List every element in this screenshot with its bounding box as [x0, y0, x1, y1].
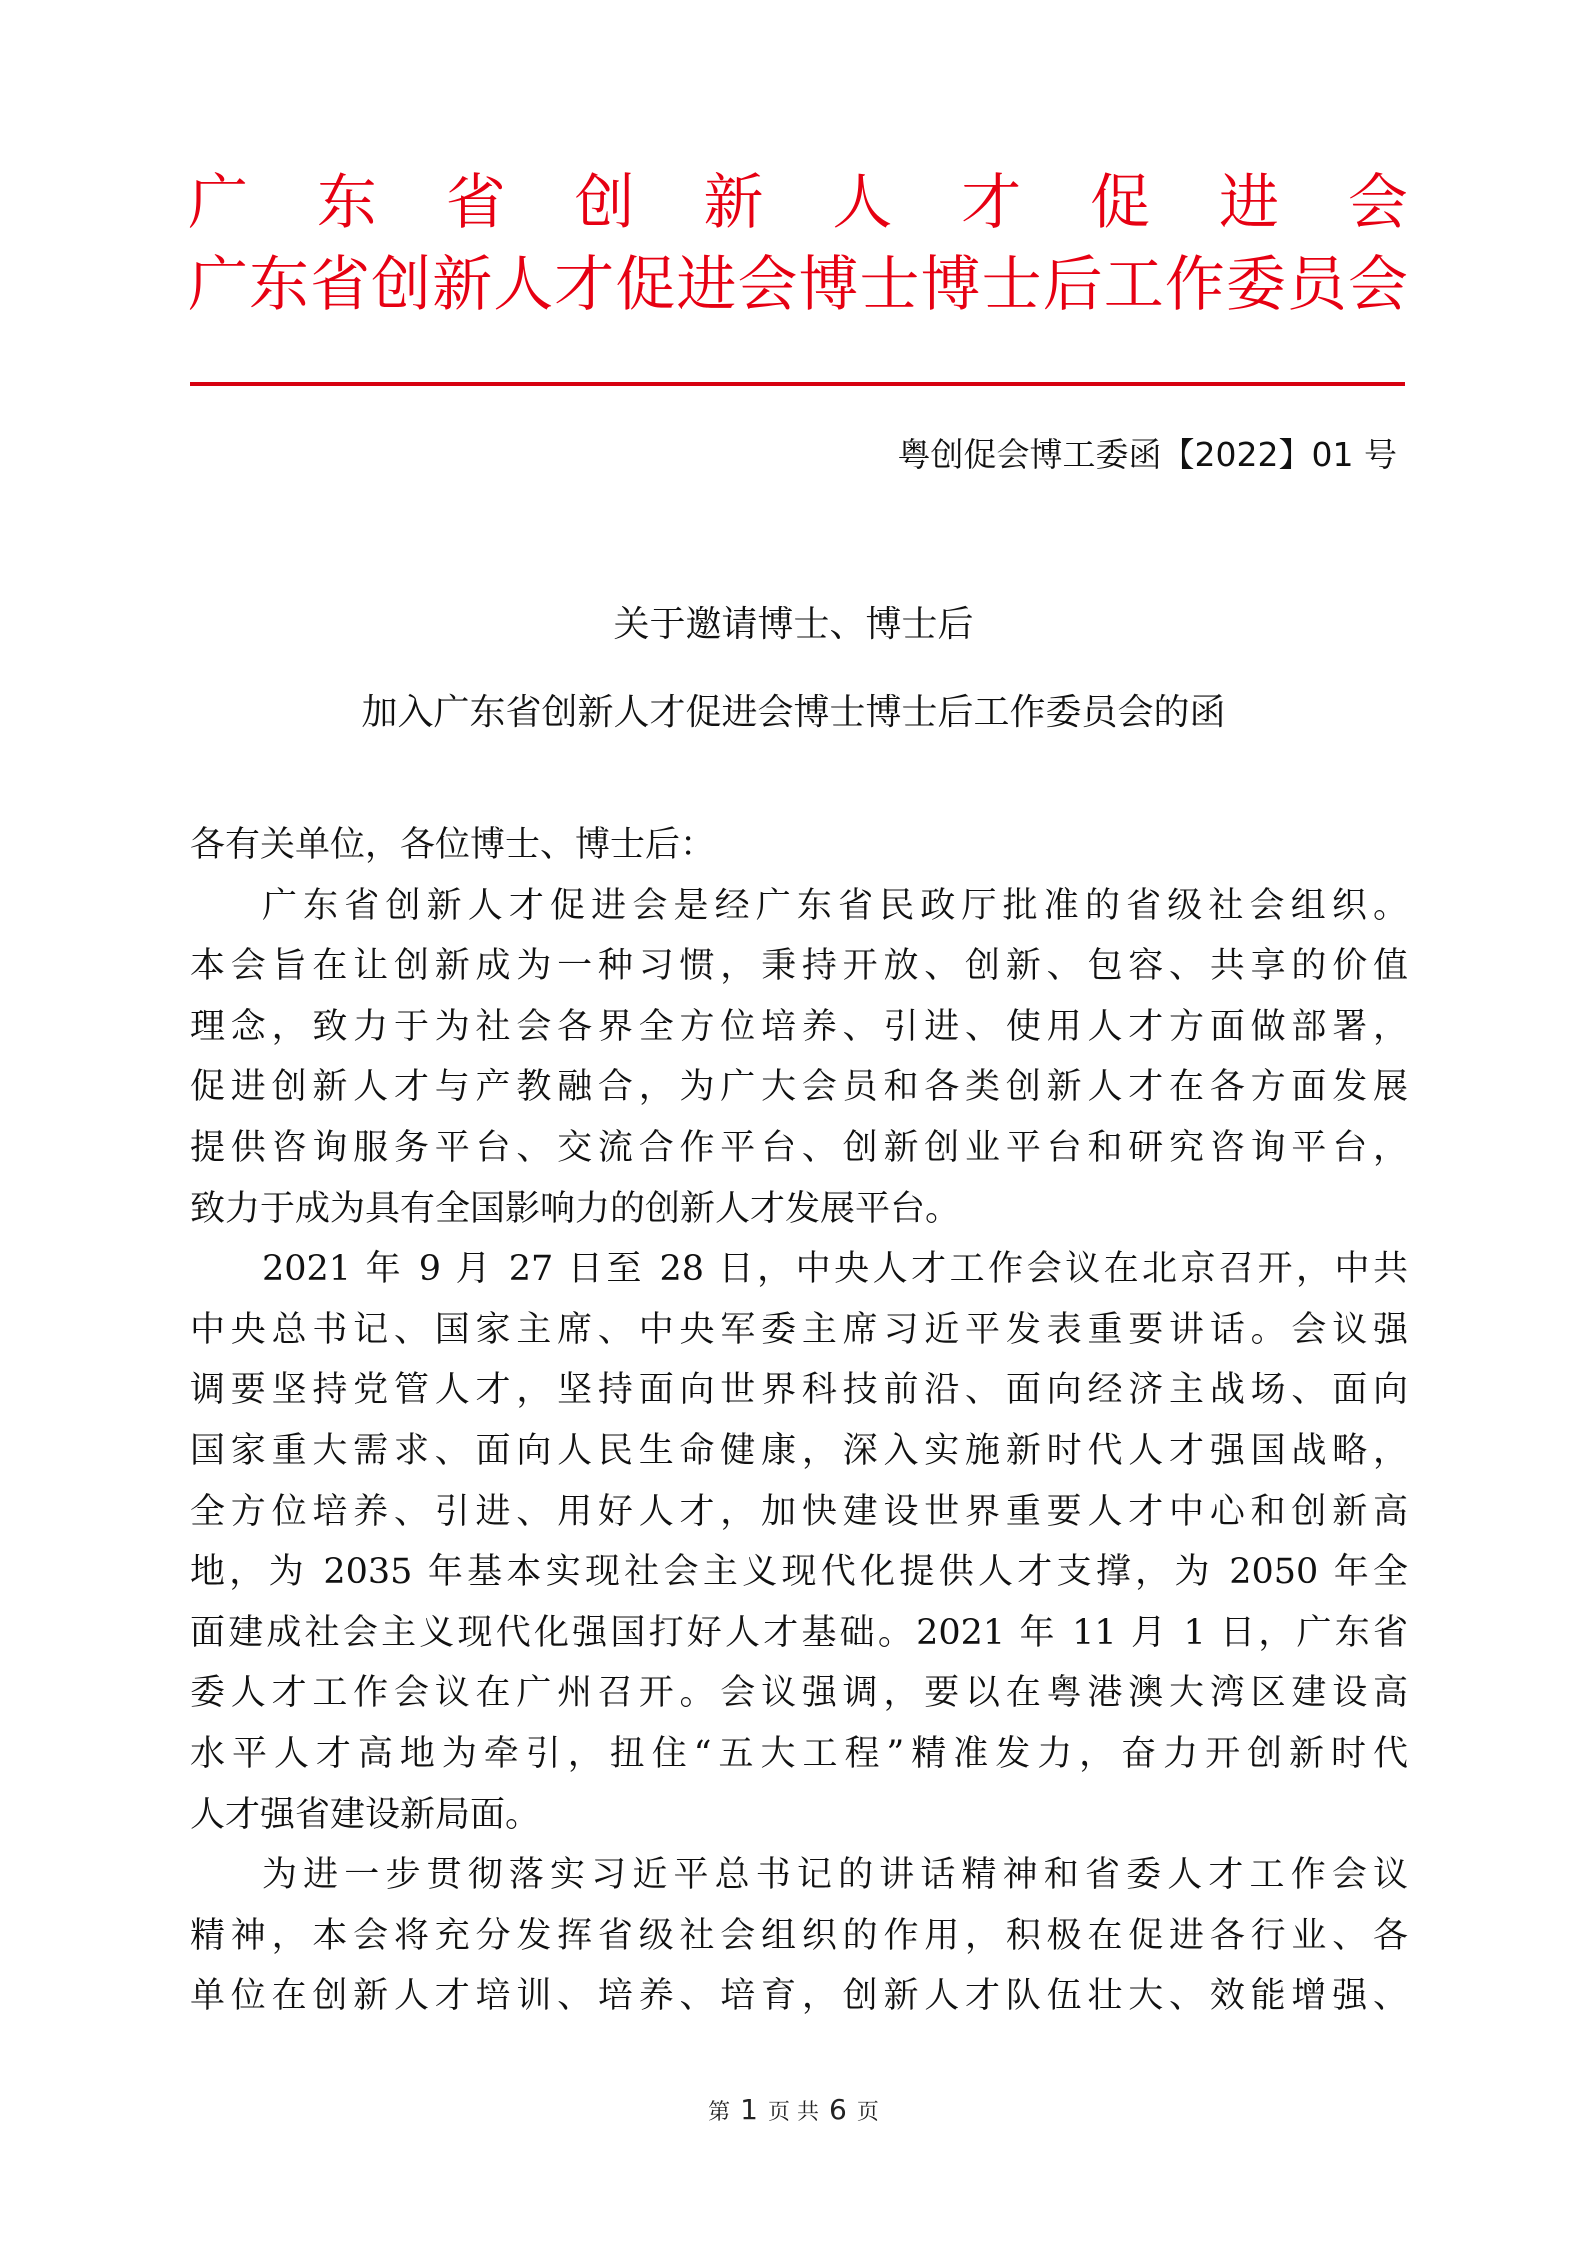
body-text-line: 地，为 2035 年基本实现社会主义现代化提供人才支撑，为 2050 年全	[190, 1552, 1408, 1593]
reference-number: 粤创促会博工委函【2022】01 号	[897, 435, 1397, 474]
body-text-line: 本会旨在让创新成为一种习惯，秉持开放、创新、包容、共享的价值	[190, 946, 1408, 987]
committee-name-header	[188, 250, 1408, 320]
body-text-line: 促进创新人才与产教融合，为广大会员和各类创新人才在各方面发展	[190, 1067, 1408, 1108]
org-name-char: 人	[832, 168, 893, 238]
body-text-line: 全方位培养、引进、用好人才，加快建设世界重要人才中心和创新高	[190, 1491, 1408, 1532]
body-text-line: 面建成社会主义现代化强国打好人才基础。2021 年 11 月 1 日，广东省	[190, 1612, 1408, 1653]
page-footer	[0, 2095, 1587, 2128]
footer-suffix: 页	[856, 2100, 879, 2125]
org-name-char: 省	[445, 168, 506, 238]
body-text-line: 单位在创新人才培训、培养、培育，创新人才队伍壮大、效能增强、	[190, 1976, 1408, 2017]
body-text-line: 人才强省建设新局面。	[190, 1794, 541, 1835]
org-name-char: 新	[703, 168, 764, 238]
document-title-line-1: 关于邀请博士、博士后	[613, 604, 974, 645]
header-red-rule	[190, 382, 1405, 386]
body-text-line: 理念，致力于为社会各界全方位培养、引进、使用人才方面做部署，	[190, 1006, 1408, 1047]
org-name-char: 会	[1347, 168, 1408, 238]
footer-middle: 页 共	[768, 2100, 819, 2125]
body-text-line: 调要坚持党管人才，坚持面向世界科技前沿、面向经济主战场、面向	[190, 1370, 1408, 1411]
total-pages-number: 6	[829, 2093, 847, 2126]
committee-name-text: 广东省创新人才促进会博士博士后工作委员会	[188, 250, 1409, 320]
org-name-char: 广	[188, 168, 248, 238]
org-name-char: 进	[1219, 168, 1279, 238]
body-text-line: 中央总书记、国家主席、中央军委主席习近平发表重要讲话。会议强	[190, 1309, 1408, 1350]
footer-prefix: 第	[708, 2100, 731, 2125]
org-name-char: 创	[574, 168, 635, 238]
salutation: 各有关单位，各位博士、博士后：	[190, 825, 716, 865]
body-text-line: 精神，本会将充分发挥省级社会组织的作用，积极在促进各行业、各	[190, 1915, 1408, 1956]
body-text-line: 致力于成为具有全国影响力的创新人才发展平台。	[190, 1188, 961, 1229]
org-name-char: 东	[316, 168, 377, 238]
body-text-line: 水平人才高地为牵引，扭住“五大工程”精准发力，奋力开创新时代	[190, 1733, 1408, 1774]
org-name-header	[188, 168, 1408, 238]
body-text-line: 2021 年 9 月 27 日至 28 日，中央人才工作会议在北京召开，中共	[262, 1249, 1408, 1290]
body-text-line: 委人才工作会议在广州召开。会议强调，要以在粤港澳大湾区建设高	[190, 1673, 1408, 1714]
org-name-char: 才	[961, 168, 1022, 238]
body-text-line: 国家重大需求、面向人民生命健康，深入实施新时代人才强国战略，	[190, 1430, 1408, 1471]
document-title-line-2: 加入广东省创新人才促进会博士博士后工作委员会的函	[361, 692, 1226, 733]
body-text-line: 为进一步贯彻落实习近平总书记的讲话精神和省委人才工作会议	[262, 1855, 1408, 1896]
body-text-line: 广东省创新人才促进会是经广东省民政厅批准的省级社会组织。	[262, 885, 1408, 926]
letter-body	[190, 815, 1408, 2027]
current-page-number: 1	[740, 2093, 758, 2126]
body-text-line: 提供咨询服务平台、交流合作平台、创新创业平台和研究咨询平台，	[190, 1127, 1408, 1168]
org-name-char: 促	[1090, 168, 1151, 238]
